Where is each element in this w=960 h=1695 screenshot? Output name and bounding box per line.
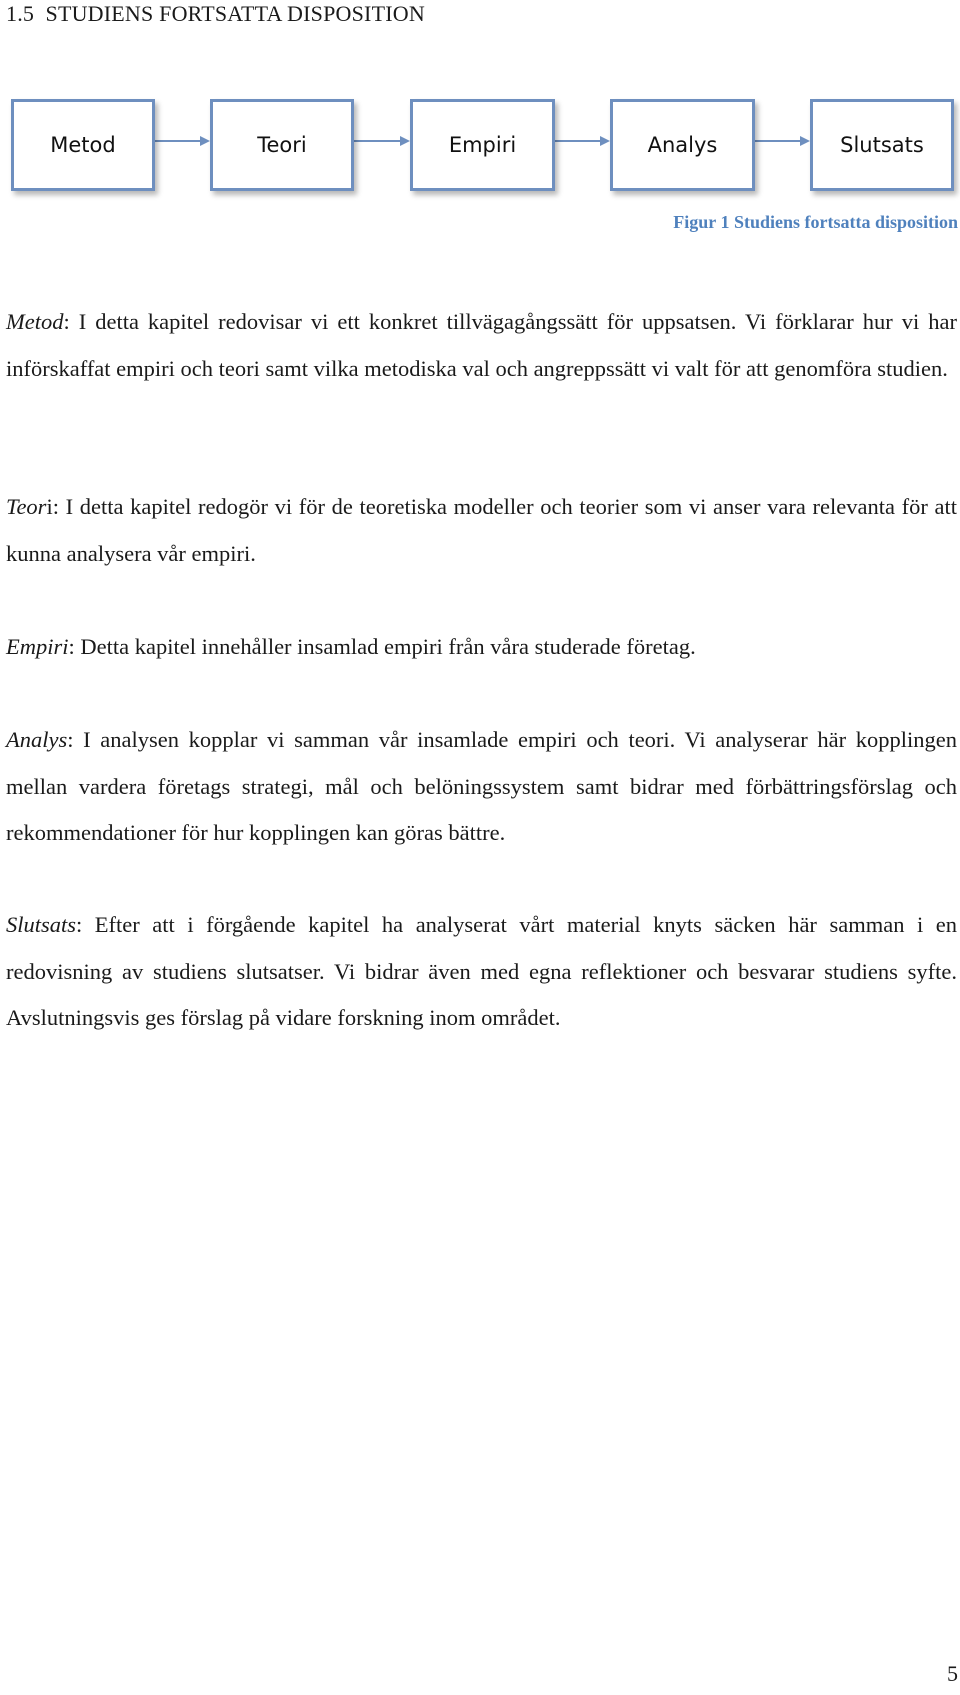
section-number: 1.5 xyxy=(6,1,35,26)
paragraph-metod xyxy=(6,299,957,392)
paragraph-slutsats-text: : Efter att i förgående kapitel ha analyserat vårt material knyts säcken här samman i en redovisning av studiens slutsatser. Vi bidrar även med egna reflektioner och besvarar studiens syfte. Avslutningsvis ges förslag på vidare forskning inom området. xyxy=(6,912,957,1030)
page-number: 5 xyxy=(947,1661,958,1686)
section-title: STUDIENS FORTSATTA DISPOSITION xyxy=(45,1,425,26)
figure-caption: Figur 1 Studiens fortsatta disposition xyxy=(673,212,958,232)
paragraph-analys-text: : I analysen kopplar vi samman vår insamlade empiri och teori. Vi analyserar här kopplingen mellan vardera företags strategi, mål och belöningssystem samt bidrar med förbättringsförslag och rekommendationer för hur kopplingen kan göras bättre. xyxy=(6,727,957,845)
box-slutsats: Slutsats xyxy=(810,99,954,191)
disposition-diagram xyxy=(0,0,960,200)
term-slutsats: Slutsats xyxy=(6,912,77,937)
term-metod: Metod xyxy=(6,309,64,334)
paragraph-slutsats xyxy=(6,902,957,1042)
box-empiri: Empiri xyxy=(410,99,555,191)
box-analys: Analys xyxy=(610,99,755,191)
term-teori: Teor xyxy=(6,494,47,519)
paragraph-empiri-text: : Detta kapitel innehåller insamlad empiri från våra studerade företag. xyxy=(68,634,696,659)
term-analys: Analys xyxy=(6,727,68,752)
paragraph-analys xyxy=(6,717,957,857)
term-empiri: Empiri xyxy=(6,634,69,659)
box-teori: Teori xyxy=(210,99,354,191)
paragraph-teori xyxy=(6,484,957,577)
paragraph-metod-text: : I detta kapitel redovisar vi ett konkret tillvägagångssätt för uppsatsen. Vi förklarar hur vi har införskaffat empiri och teori samt vilka metodiska val och angreppssätt vi valt för att genomföra studien. xyxy=(6,309,957,381)
box-metod: Metod xyxy=(11,99,155,191)
paragraph-empiri xyxy=(6,624,957,671)
paragraph-teori-text: i: I detta kapitel redogör vi för de teoretiska modeller och teorier som vi anser vara relevanta för att kunna analysera vår empiri. xyxy=(6,494,957,566)
